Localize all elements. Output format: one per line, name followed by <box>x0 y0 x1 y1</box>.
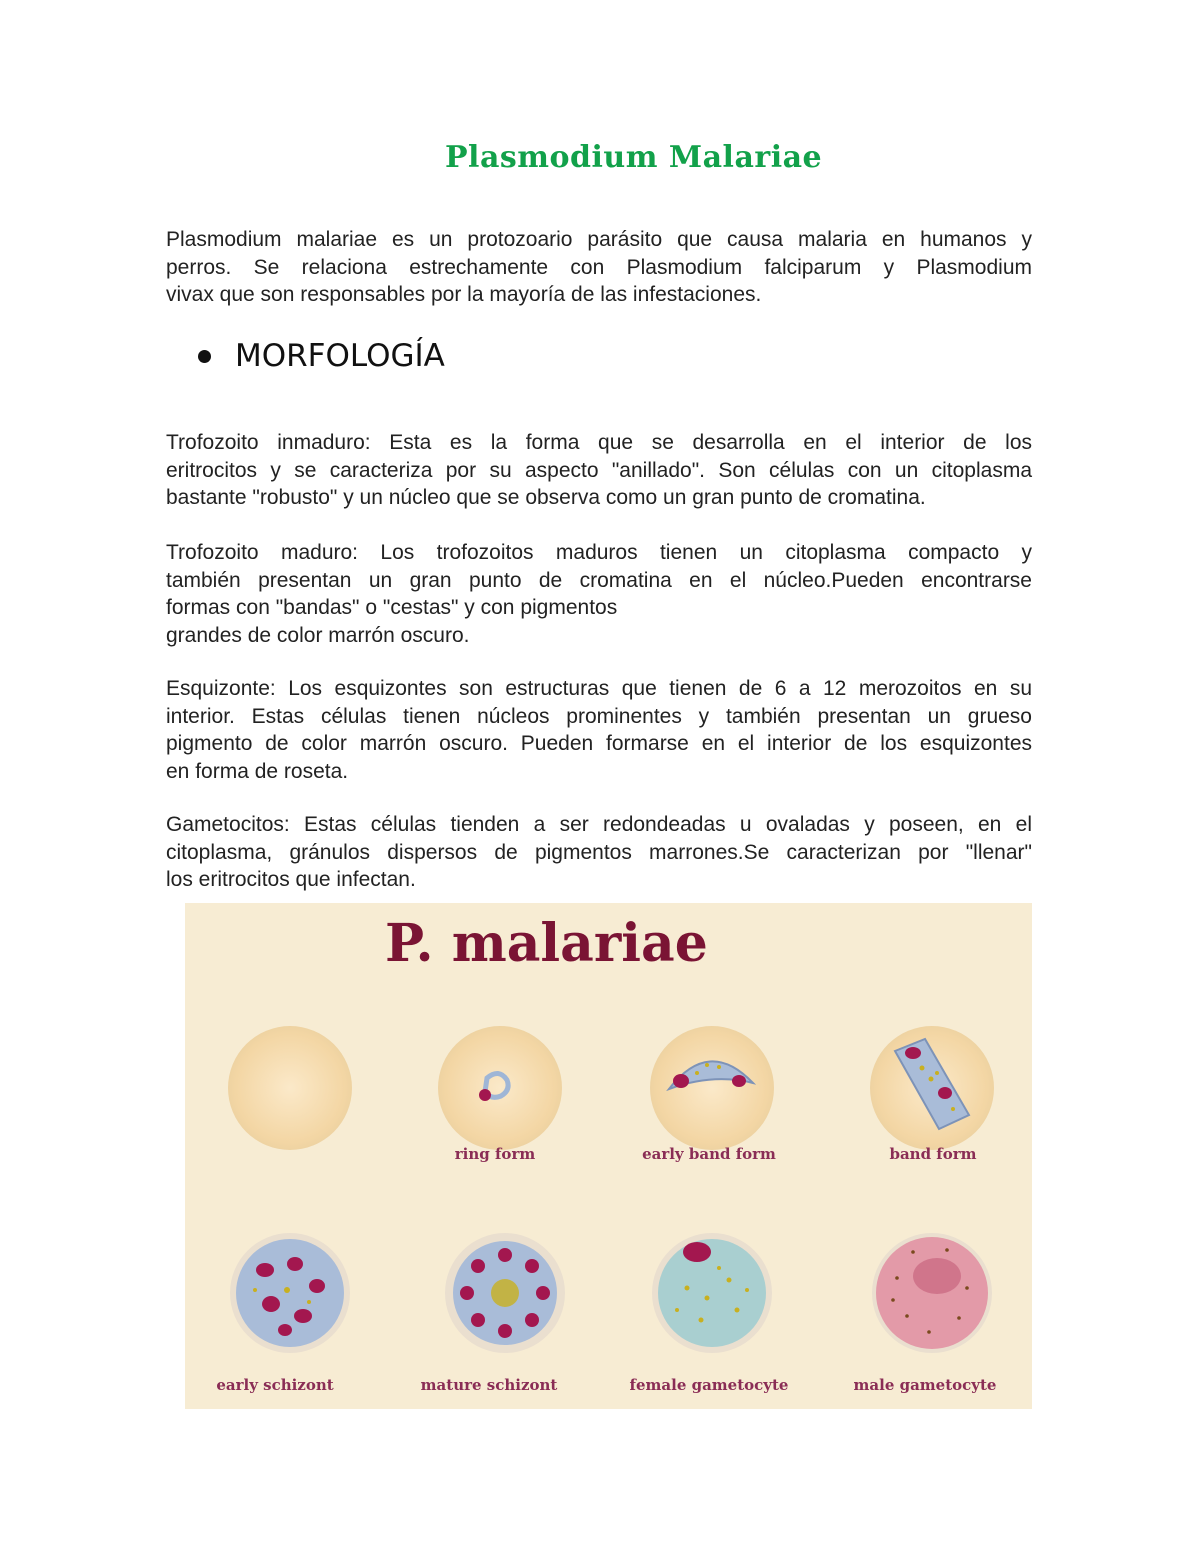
paragraph-line: formas con "bandas" o "cestas" y con pigmentos <box>166 596 618 619</box>
male-gametocyte-cell-icon <box>867 1228 997 1358</box>
paragraph-line: pigmento de color marrón oscuro. Pueden formarse en el interior de los esquizontes <box>166 732 1032 755</box>
paragraph-gametocitos <box>166 811 1032 894</box>
paragraph-line: interior. Estas células tienen núcleos prominentes y también presentan un grueso <box>166 704 1032 728</box>
paragraph-trofozoito-inmaduro <box>166 429 1032 512</box>
paragraph-line: en forma de roseta. <box>166 759 349 783</box>
paragraph-line: Trofozoito inmaduro: Esta es la forma que se desarrolla en el interior de los <box>166 431 1032 454</box>
p-malariae-illustration <box>185 903 1032 1409</box>
bullet-icon <box>198 350 211 363</box>
paragraph-esquizonte <box>166 675 1032 785</box>
document-title: Plasmodium Malariae <box>445 140 823 175</box>
label-ring-form: ring form <box>454 1145 536 1163</box>
female-gametocyte-cell-icon <box>647 1228 777 1358</box>
label-male-gametocyte: male gametocyte <box>853 1376 997 1394</box>
paragraph-line: los eritrocitos que infectan. <box>166 868 416 891</box>
figure-title: P. malariae <box>385 913 708 974</box>
paragraph-line: grandes de color marrón oscuro. <box>166 623 470 647</box>
paragraph-trofozoito-maduro <box>166 539 1032 649</box>
paragraph-line: eritrocitos y se caracteriza por su aspecto "anillado". Son células con un citoplasma <box>166 458 1032 482</box>
label-band-form: band form <box>889 1145 977 1163</box>
ring-form-cell-icon <box>435 1023 565 1153</box>
label-female-gametocyte: female gametocyte <box>629 1376 789 1394</box>
paragraph-line: Esquizonte: Los esquizontes son estructuras que tienen de 6 a 12 merozoitos en su <box>166 677 1032 700</box>
paragraph-line: también presentan un gran punto de cromatina en el núcleo.Pueden encontrarse <box>166 568 1032 592</box>
early-schizont-cell-icon <box>225 1228 355 1358</box>
intro-paragraph <box>166 226 1032 309</box>
paragraph-line: Gametocitos: Estas células tienden a ser redondeadas u ovaladas y poseen, en el <box>166 813 1032 836</box>
intro-line: vivax que son responsables por la mayoría de las infestaciones. <box>166 283 762 306</box>
intro-line: Plasmodium malariae es un protozoario parásito que causa malaria en humanos y <box>166 228 1032 251</box>
mature-schizont-cell-icon <box>440 1228 570 1358</box>
early-band-form-cell-icon <box>647 1023 777 1153</box>
paragraph-line: citoplasma, gránulos dispersos de pigmentos marrones.Se caracterizan por "llenar" <box>166 840 1032 864</box>
uninfected-cell-icon <box>225 1023 355 1153</box>
label-mature-schizont: mature schizont <box>420 1376 558 1394</box>
section-heading <box>198 338 445 374</box>
paragraph-line: bastante "robusto" y un núcleo que se observa como un gran punto de cromatina. <box>166 486 926 509</box>
band-form-cell-icon <box>867 1023 997 1153</box>
intro-line: perros. Se relaciona estrechamente con Plasmodium falciparum y Plasmodium <box>166 255 1032 279</box>
section-heading-text: MORFOLOGÍA <box>235 338 445 374</box>
paragraph-line: Trofozoito maduro: Los trofozoitos maduros tienen un citoplasma compacto y <box>166 541 1032 564</box>
label-early-schizont: early schizont <box>216 1376 334 1394</box>
label-early-band-form: early band form <box>642 1145 776 1163</box>
